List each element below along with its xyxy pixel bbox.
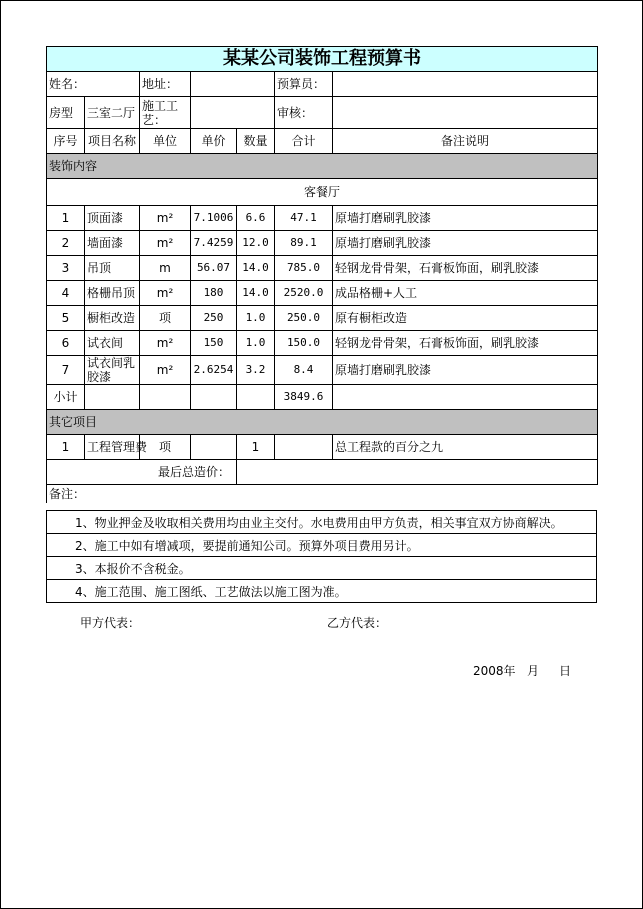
section-decoration: 装饰内容	[47, 154, 598, 179]
table-row	[47, 281, 598, 306]
craft-value[interactable]	[191, 97, 275, 129]
cell-unit: m²	[140, 331, 191, 356]
cell-no: 1	[47, 435, 85, 460]
cell-no: 3	[47, 256, 85, 281]
cell-no: 4	[47, 281, 85, 306]
cell-total: 250.0	[275, 306, 333, 331]
cell-price: 150	[191, 331, 237, 356]
cell-price: 7.4259	[191, 231, 237, 256]
subtotal-label: 小计	[47, 385, 85, 410]
cell-note: 轻钢龙骨骨架，石膏板饰面，刷乳胶漆	[333, 331, 598, 356]
cell-name: 顶面漆	[85, 206, 140, 231]
remarks-list	[46, 510, 597, 603]
cell-unit: m²	[140, 356, 191, 385]
address-value[interactable]	[191, 72, 275, 97]
cell-total: 47.1	[275, 206, 333, 231]
cell-total: 2520.0	[275, 281, 333, 306]
party-a-label: 甲方代表：	[80, 616, 141, 630]
table-row	[47, 331, 598, 356]
cell-no: 2	[47, 231, 85, 256]
cell-qty: 1.0	[237, 306, 275, 331]
remark-item: 1、物业押金及收取相关费用均由业主交付。水电费用由甲方负责，相关事宜双方协商解决。	[47, 511, 597, 534]
cell-name: 格栅吊顶	[85, 281, 140, 306]
table-row	[47, 231, 598, 256]
remarks-label: 备注：	[47, 485, 598, 504]
craft-label: 施工工艺：	[140, 97, 191, 129]
header-name: 项目名称	[85, 129, 140, 154]
cell-total	[275, 435, 333, 460]
cell-price	[191, 435, 237, 460]
reviewer-value[interactable]	[333, 97, 598, 129]
document-title: 某某公司装饰工程预算书	[47, 47, 598, 72]
cell-name: 橱柜改造	[85, 306, 140, 331]
subsection-living-dining: 客餐厅	[47, 179, 598, 206]
name-label: 姓名：	[47, 72, 140, 97]
table-row	[47, 435, 598, 460]
estimator-value[interactable]	[333, 72, 598, 97]
cell-no: 7	[47, 356, 85, 385]
cell-name: 墙面漆	[85, 231, 140, 256]
cell-name: 试衣间乳胶漆	[85, 356, 140, 385]
cell-price: 250	[191, 306, 237, 331]
cell-note: 成品格栅+人工	[333, 281, 598, 306]
address-label: 地址：	[140, 72, 191, 97]
table-row	[47, 356, 598, 385]
estimator-label: 预算员：	[275, 72, 333, 97]
cell-price: 2.6254	[191, 356, 237, 385]
section-other: 其它项目	[47, 410, 598, 435]
remark-item: 2、施工中如有增减项，要提前通知公司。预算外项目费用另计。	[47, 534, 597, 557]
table-row	[47, 306, 598, 331]
cell-note: 原墙打磨刷乳胶漆	[333, 206, 598, 231]
cell-unit: m	[140, 256, 191, 281]
remark-item: 3、本报价不含税金。	[47, 557, 597, 580]
header-price: 单价	[191, 129, 237, 154]
reviewer-label: 审核：	[275, 97, 333, 129]
room-type-label: 房型	[47, 97, 85, 129]
date-day: 日	[559, 664, 572, 678]
grand-total-value	[237, 460, 598, 485]
table-row	[47, 206, 598, 231]
cell-qty: 1	[237, 435, 275, 460]
cell-name: 吊顶	[85, 256, 140, 281]
header-no: 序号	[47, 129, 85, 154]
cell-name: 试衣间	[85, 331, 140, 356]
cell-qty: 14.0	[237, 281, 275, 306]
cell-total: 150.0	[275, 331, 333, 356]
remark-item: 4、施工范围、施工图纸、工艺做法以施工图为准。	[47, 580, 597, 603]
party-b-label: 乙方代表：	[327, 616, 388, 630]
date-month: 月	[527, 664, 540, 678]
cell-note: 原墙打磨刷乳胶漆	[333, 231, 598, 256]
cell-total: 89.1	[275, 231, 333, 256]
cell-qty: 12.0	[237, 231, 275, 256]
cell-qty: 6.6	[237, 206, 275, 231]
cell-no: 5	[47, 306, 85, 331]
date-year: 2008年	[473, 664, 516, 678]
header-note: 备注说明	[333, 129, 598, 154]
cell-price: 7.1006	[191, 206, 237, 231]
cell-qty: 1.0	[237, 331, 275, 356]
subtotal-row	[47, 385, 598, 410]
cell-price: 180	[191, 281, 237, 306]
column-header-row	[47, 129, 598, 154]
cell-unit: 项	[140, 306, 191, 331]
cell-note: 原墙打磨刷乳胶漆	[333, 356, 598, 385]
cell-no: 1	[47, 206, 85, 231]
cell-unit: m²	[140, 206, 191, 231]
budget-table	[46, 46, 598, 503]
grand-total-label: 最后总造价：	[47, 460, 237, 485]
cell-note: 总工程款的百分之九	[333, 435, 598, 460]
cell-name: 工程管理费	[85, 435, 140, 460]
cell-unit: 项	[140, 435, 191, 460]
cell-unit: m²	[140, 281, 191, 306]
cell-total: 8.4	[275, 356, 333, 385]
header-unit: 单位	[140, 129, 191, 154]
cell-note: 轻钢龙骨骨架，石膏板饰面，刷乳胶漆	[333, 256, 598, 281]
subtotal-value: 3849.6	[275, 385, 333, 410]
cell-note: 原有橱柜改造	[333, 306, 598, 331]
cell-no: 6	[47, 331, 85, 356]
header-total: 合计	[275, 129, 333, 154]
cell-price: 56.07	[191, 256, 237, 281]
room-type-value: 三室二厅	[85, 97, 140, 129]
grand-total-row	[47, 460, 598, 485]
cell-qty: 3.2	[237, 356, 275, 385]
table-row	[47, 256, 598, 281]
cell-unit: m²	[140, 231, 191, 256]
header-qty: 数量	[237, 129, 275, 154]
cell-qty: 14.0	[237, 256, 275, 281]
cell-total: 785.0	[275, 256, 333, 281]
